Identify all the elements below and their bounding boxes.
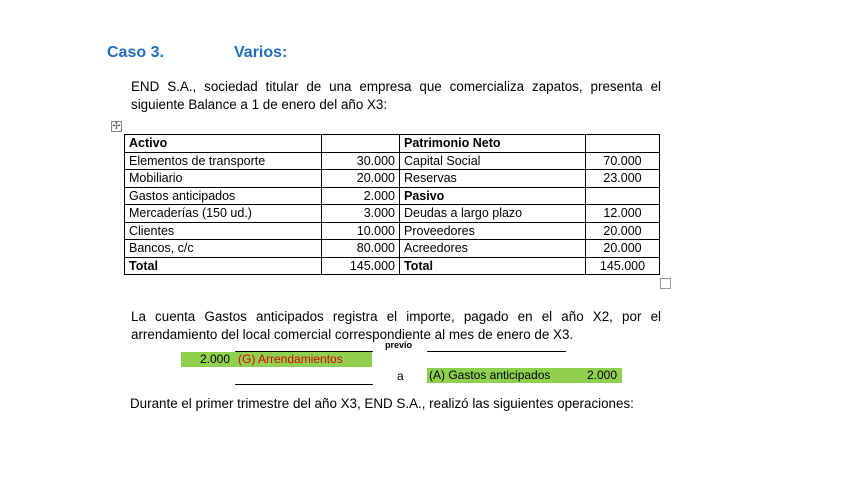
liability-value: 70.000: [586, 152, 660, 170]
note-paragraph: La cuenta Gastos anticipados registra el importe, pagado en el año X2, por el arrendamiento del local comercial correspondiente al mes de enero de X3.: [131, 309, 661, 342]
asset-value: 145.000: [322, 257, 400, 275]
liability-label: Reservas: [400, 170, 586, 188]
journal-line-bottom-left: [235, 384, 373, 385]
case-number: Caso 3.: [107, 44, 164, 61]
balance-table: [124, 134, 660, 275]
credit-account: (A) Gastos anticipados: [429, 368, 551, 382]
asset-label: Activo: [125, 135, 322, 153]
debit-entry: [181, 352, 372, 367]
closing-line: Durante el primer trimestre del año X3, END S.A., realizó las siguientes operaciones:: [130, 396, 634, 411]
asset-value: 2.000: [322, 187, 400, 205]
asset-label: Total: [125, 257, 322, 275]
table-row: [125, 222, 660, 240]
credit-amount: 2.000: [587, 368, 618, 382]
liability-value: 20.000: [586, 240, 660, 258]
table-row: [125, 257, 660, 275]
asset-label: Clientes: [125, 222, 322, 240]
liability-label: Deudas a largo plazo: [400, 205, 586, 223]
liability-value: 145.000: [586, 257, 660, 275]
liability-label: Capital Social: [400, 152, 586, 170]
liability-label: Total: [400, 257, 586, 275]
table-row: [125, 187, 660, 205]
asset-value: 30.000: [322, 152, 400, 170]
liability-value: [586, 135, 660, 153]
asset-value: 80.000: [322, 240, 400, 258]
liability-value: [586, 187, 660, 205]
asset-label: Bancos, c/c: [125, 240, 322, 258]
asset-label: Gastos anticipados: [125, 187, 322, 205]
liability-label: Proveedores: [400, 222, 586, 240]
journal-connector: a: [397, 369, 404, 383]
credit-entry: [427, 368, 622, 383]
liability-label: Acreedores: [400, 240, 586, 258]
table-row: [125, 152, 660, 170]
asset-value: [322, 135, 400, 153]
asset-label: Mercaderías (150 ud.): [125, 205, 322, 223]
journal-line-top-right: [427, 351, 566, 352]
liability-value: 12.000: [586, 205, 660, 223]
asset-value: 20.000: [322, 170, 400, 188]
asset-label: Mobiliario: [125, 170, 322, 188]
asset-label: Elementos de transporte: [125, 152, 322, 170]
move-icon[interactable]: ✢: [112, 121, 121, 132]
debit-amount: 2.000: [200, 352, 231, 366]
liability-value: 20.000: [586, 222, 660, 240]
previo-label: previo: [385, 340, 413, 350]
case-title: Varios:: [234, 44, 288, 61]
debit-account: (G) Arrendamientos: [238, 352, 343, 366]
resize-handle[interactable]: [660, 278, 671, 289]
table-row: [125, 135, 660, 153]
intro-paragraph: END S.A., sociedad titular de una empresa que comercializa zapatos, presenta el siguiente Balance a 1 de enero del año X3:: [131, 79, 661, 112]
table-row: [125, 205, 660, 223]
asset-value: 3.000: [322, 205, 400, 223]
asset-value: 10.000: [322, 222, 400, 240]
table-row: [125, 240, 660, 258]
liability-value: 23.000: [586, 170, 660, 188]
liability-label: Patrimonio Neto: [400, 135, 586, 153]
table-row: [125, 170, 660, 188]
liability-label: Pasivo: [400, 187, 586, 205]
